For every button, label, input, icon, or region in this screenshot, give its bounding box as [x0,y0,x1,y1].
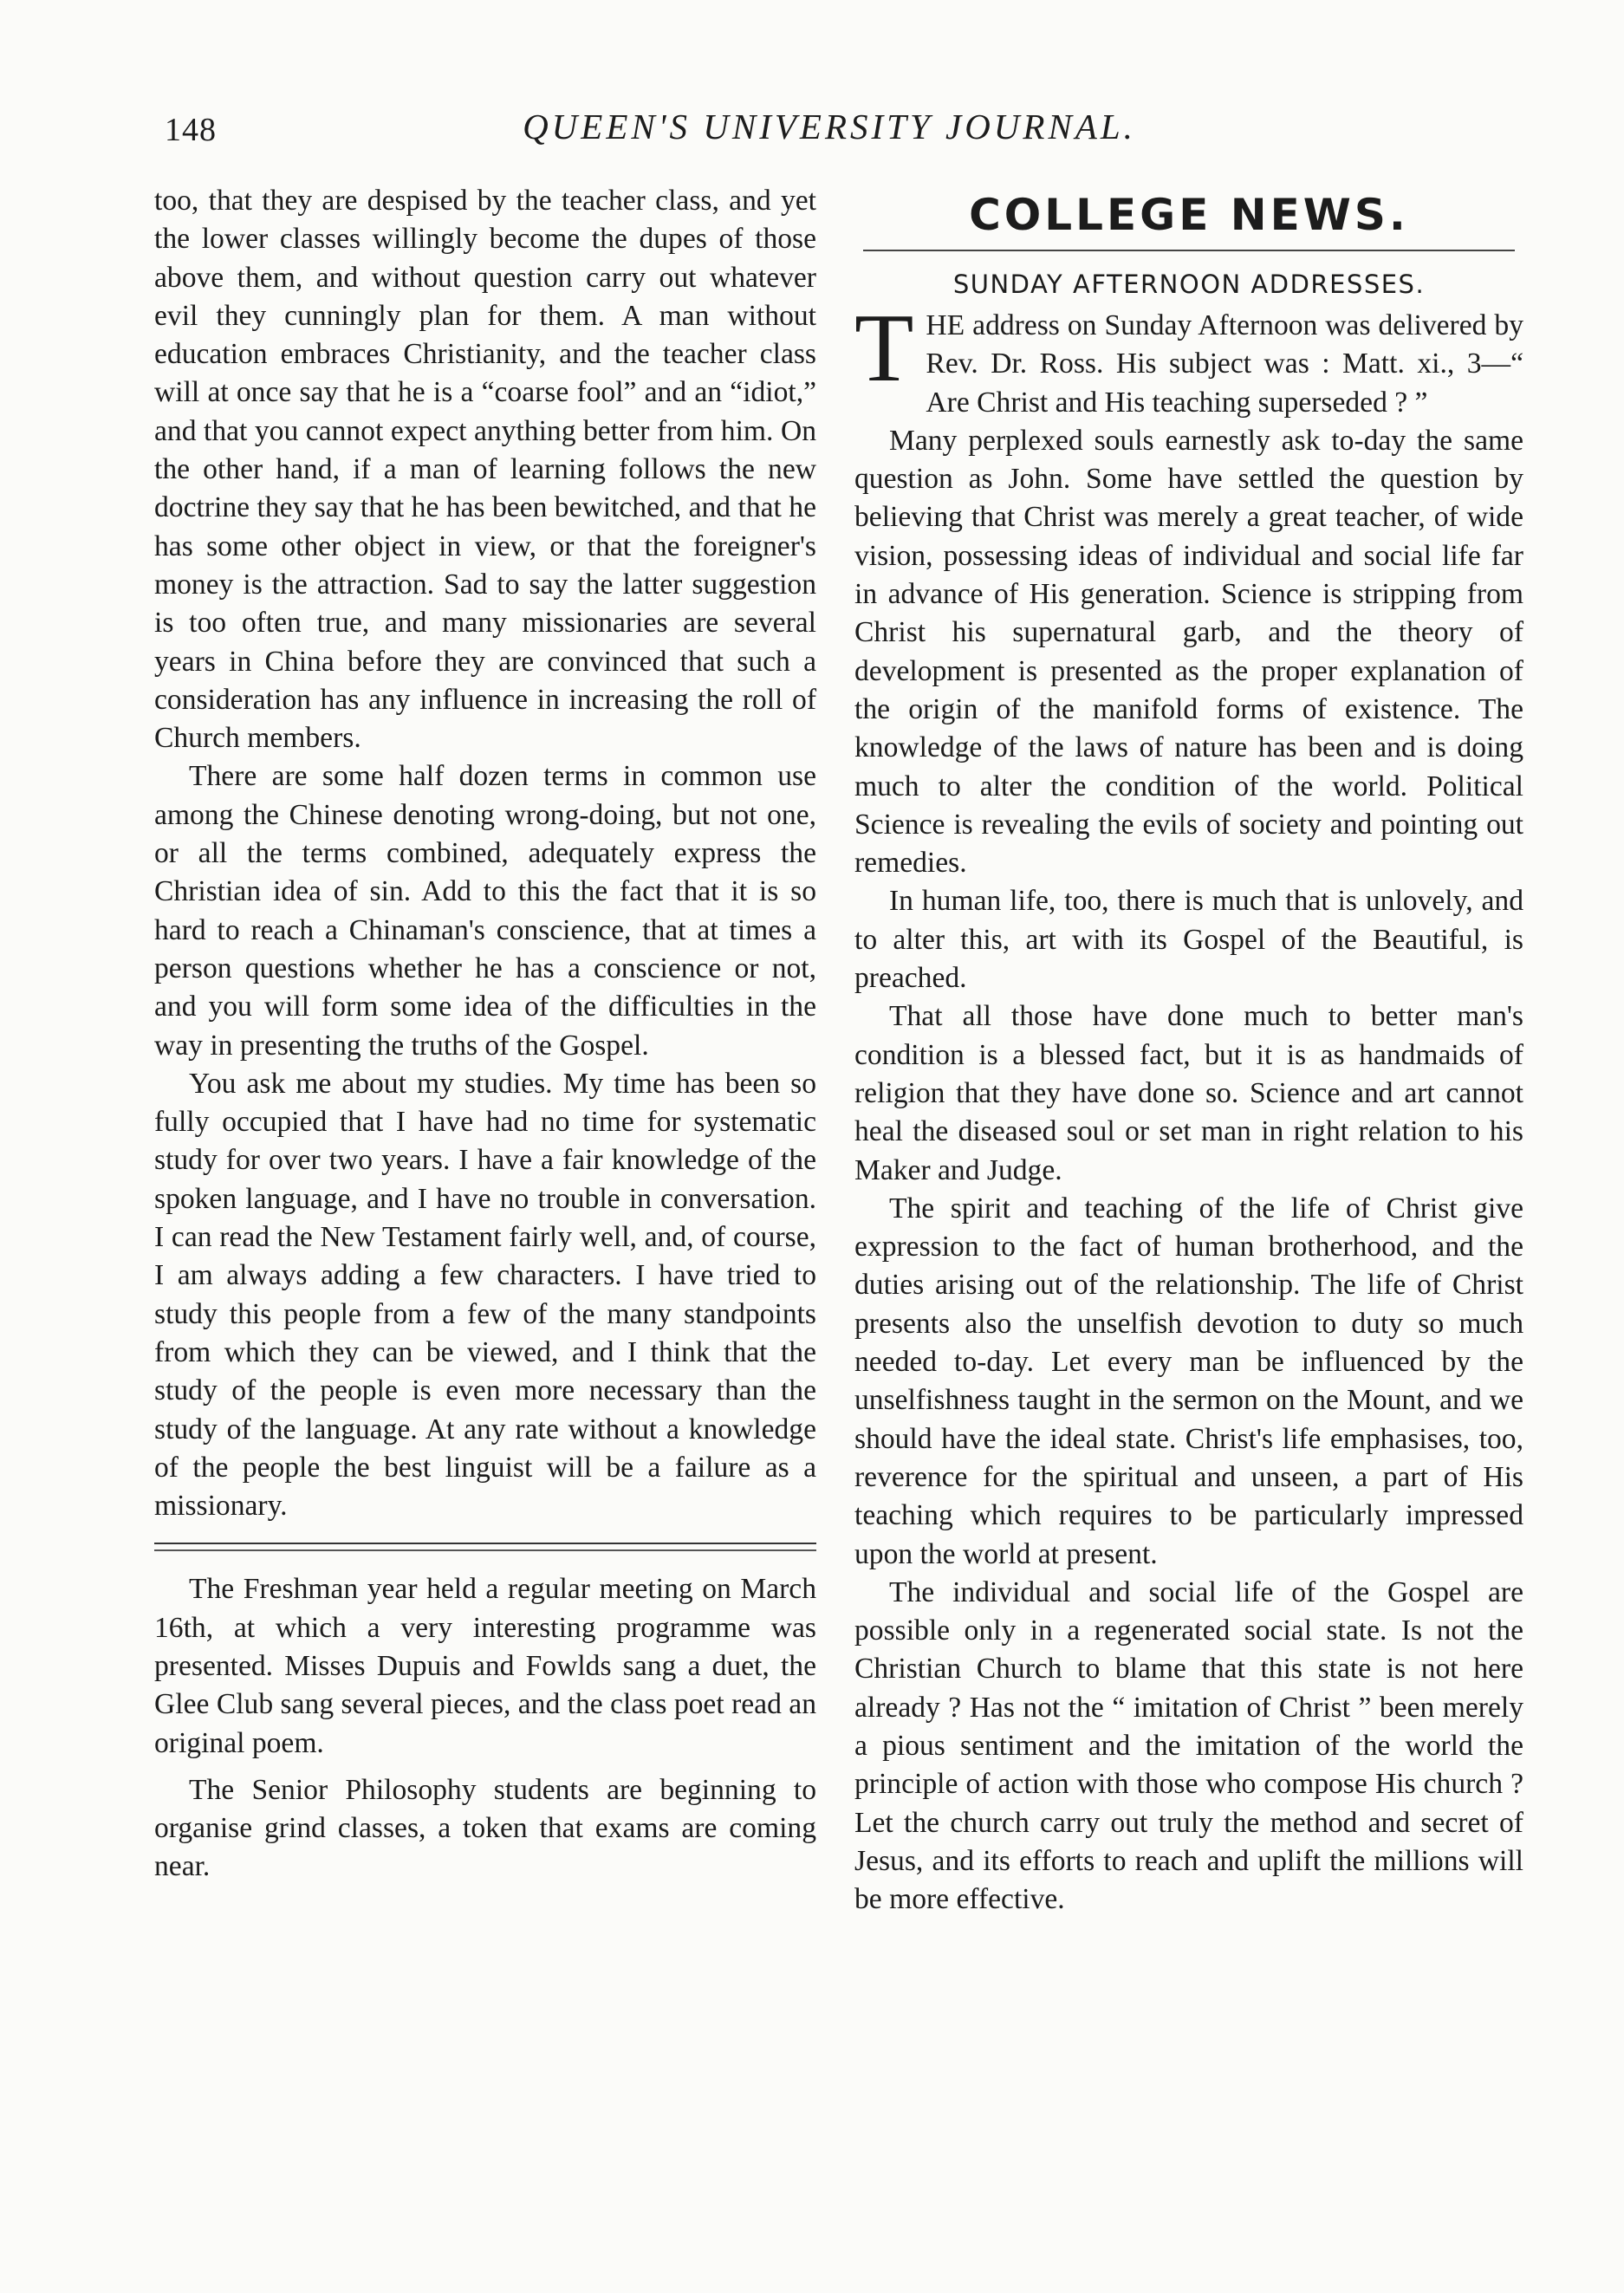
first-word-rest: HE [926,309,965,341]
first-paragraph-text: address on Sunday Afternoon was delivered by Rev. Dr. Ross. His subject was : Matt. xi., 3—“ Are Christ and His teaching superseded ? ” [926,309,1523,419]
page-number: 148 [165,112,217,148]
article-paragraph: The spirit and teaching of the life of Christ give expression to the fact of human brotherhood, and the duties arising out of the relationship. The life of Christ presents also the unselfish devotion to duty so much needed to-day. Let every man be influenced by the unselfishness taught in the sermon on the Mount, and we should have the ideal state. Christ's life emphasises, too, reverence for the spiritual and unseen, a part of His teaching which requires to be particularly impressed upon the world at present. [854,1192,1523,1570]
section-divider [154,1543,816,1551]
news-item-senior-philosophy: The Senior Philosophy students are beginning to organise grind classes, a token that exams are coming near. [154,1773,816,1883]
article-first-paragraph [854,295,1523,422]
left-paragraph-continuation: too, that they are despised by the teacher class, and yet the lower classes willingly become the dupes of those above them, and without question carry out whatever evil they cunningly plan for them. A man without education embraces Christianity, and the teacher class will at once say that he is a “coarse fool” and an “idiot,” and that you cannot expect anything better from him. On the other hand, if a man of learning follows the new doctrine they say that he has been bewitched, and that he has some other object in view, or that the foreigner's money is the attraction. Sad to say the latter suggestion is too often true, and many missionaries are several years in China before they are convinced that such a consideration has any influence in increasing the roll of Church members. [154,185,816,755]
left-paragraph-studies: You ask me about my studies. My time has been so fully occupied that I have had no time for systematic study for over two years. I have a fair knowledge of the spoken language, and I have no trouble in conversation. I can read the New Testament fairly well, and, of course, I am always adding a few characters. I have tried to study this people from a few of the many standpoints from which they can be viewed, and I think that the study of the people is even more necessary than the study of the language. At any rate without a knowledge of the people the best linguist will be a failure as a missionary. [154,1067,816,1523]
heading-rule [863,250,1515,251]
section-title: COLLEGE NEWS. [969,190,1409,240]
article-paragraph: In human life, too, there is much that is unlovely, and to alter this, art with its Gospel of the Beautiful, is preached. [854,885,1523,995]
right-column [854,182,1523,1919]
running-head: QUEEN'S UNIVERSITY JOURNAL. [523,107,1136,146]
left-column [154,182,816,1895]
news-item-freshman: The Freshman year held a regular meeting on March 16th, at which a very interesting programme was presented. Misses Dupuis and Fowlds sang a duet, the Glee Club sang several pieces, and the class poet read an original poem. [154,1573,816,1759]
article-paragraph: The individual and social life of the Gospel are possible only in a regenerated social state. Is not the Christian Church to blame that this state is not here already ? Has not the “ imitation of Christ ” been merely a pious sentiment and the imitation of the world the principle of action with those who compose His church ? Let the church carry out truly the method and secret of Jesus, and its efforts to reach and uplift the millions will be more effective. [854,1575,1523,1916]
article-paragraph: That all those have done much to better man's condition is a blessed fact, but it is as handmaids of religion that they have done so. Science and art cannot heal the diseased soul or set man in right relation to his Maker and Judge. [854,1000,1523,1186]
article-paragraph: Many perplexed souls earnestly ask to-day the same question as John. Some have settled the question by believing that Christ was merely a great teacher, of wide vision, possessing ideas of individual and social life far in advance of His generation. Science is stripping from Christ his supernatural garb, and the theory of development is presented as the proper explanation of the origin of the manifold forms of existence. The knowledge of the laws of nature has been and is doing much to alter the condition of the world. Political Science is revealing the evils of society and pointing out remedies. [854,424,1523,880]
subsection-title: SUNDAY AFTERNOON ADDRESSES. [952,270,1426,299]
drop-cap: T [854,295,914,402]
left-paragraph-sin-terms: There are some half dozen terms in common use among the Chinese denoting wrong-doing, but not one, or all the terms combined, adequately express the Christian idea of sin. Add to this the fact that it is so hard to reach a Chinaman's conscience, that at times a person questions whether he has a conscience or not, and you will form some idea of the difficulties in the way in presenting the truths of the Gospel. [154,760,816,1062]
